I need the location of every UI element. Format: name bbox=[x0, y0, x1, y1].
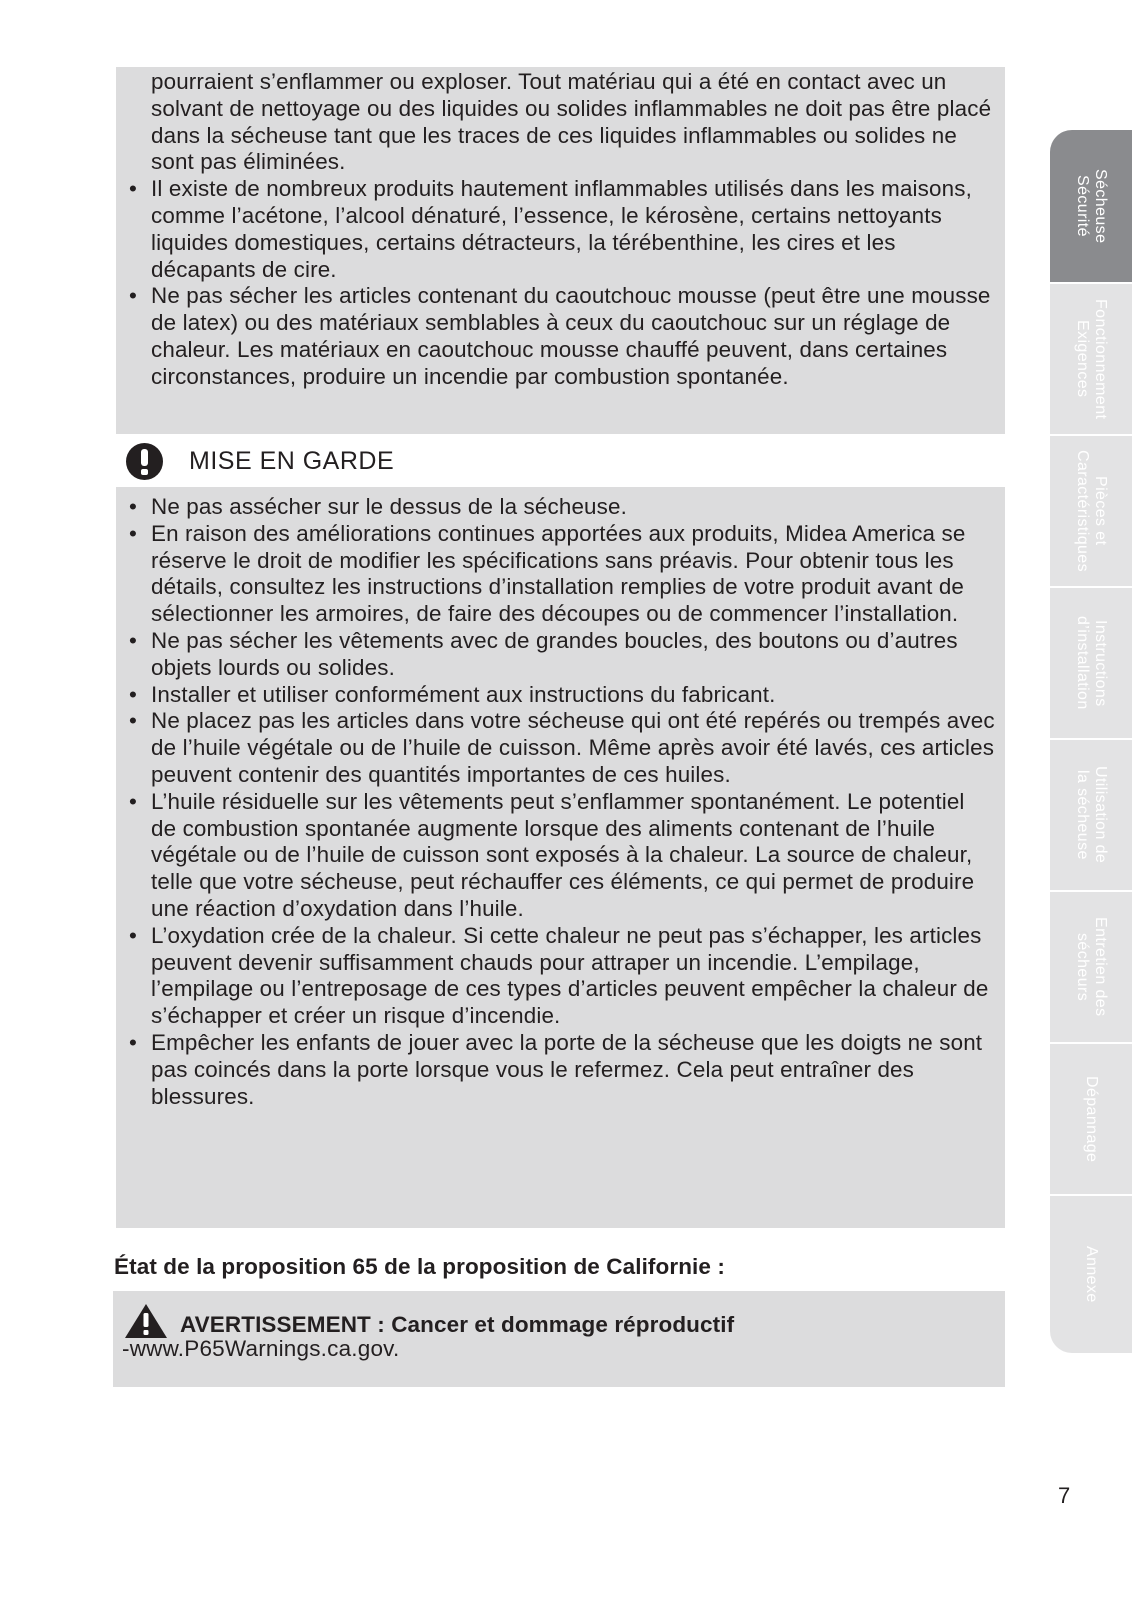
list-item-text: Il existe de nombreux produits hautement inflammables utilisés dans les maisons, comme l’acétone, l’alcool dénaturé, l’essence, le kérosène, certains nettoyants liquides domestiques, certains détracteurs, la térébenthine, les cires et les décapants de cire. bbox=[151, 176, 972, 282]
tab-label: Pièces et Caractéristiques bbox=[1074, 449, 1109, 572]
list-item bbox=[129, 1030, 995, 1110]
bullet: • bbox=[129, 627, 137, 653]
tab-sechuse-securite[interactable] bbox=[1050, 130, 1132, 282]
bullet: • bbox=[129, 788, 137, 814]
list-item-text: L’huile résiduelle sur les vêtements peut s’enflammer spontanément. Le potentiel de combustion spontanée augmente lorsque des aliments contenant de l’huile végétale ou de l’huile de cuisson sont exposés à la chaleur. La source de chaleur, telle que votre sécheuse, peut réchauffer ces éléments, ce qui permet de produire une réaction d’oxydation dans l’huile. bbox=[151, 788, 975, 921]
tab-entretien-secheurs[interactable] bbox=[1050, 890, 1132, 1042]
list-item-text: Ne pas sécher les articles contenant du caoutchouc mousse (peut être une mousse de latex) ou des matériaux semblables à ceux du caoutchouc sur un réglage de chaleur. Les matériaux en caoutchouc mousse chauffé peuvent, dans certaines circonstances, produire un incendie par combustion spontanée. bbox=[151, 283, 991, 389]
prop65-warning-text: AVERTISSEMENT : Cancer et dommage réproductif bbox=[180, 1312, 735, 1337]
warning-triangle-icon bbox=[124, 1303, 168, 1339]
tab-label: Instructions d’installation bbox=[1074, 616, 1109, 710]
tab-pieces-caracteristiques[interactable] bbox=[1050, 434, 1132, 586]
bullet: • bbox=[129, 708, 137, 734]
page-number: 7 bbox=[1058, 1483, 1071, 1508]
list-item bbox=[129, 176, 995, 283]
bullet: • bbox=[129, 494, 137, 519]
bullet: • bbox=[129, 1029, 137, 1055]
list-item bbox=[129, 521, 995, 628]
safety-bullet-list bbox=[129, 176, 995, 390]
list-item-text: Installer et utiliser conformément aux instructions du fabricant. bbox=[151, 681, 776, 707]
continuation-text: pourraient s’enflammer ou exploser. Tout matériau qui a été en contact avec un solvant de nettoyage ou des liquides ou solides inflammables ne doit pas être placé dans la sécheuse tant que les traces de ces liquides inflammables ou solides ne sont pas éliminées. bbox=[151, 69, 992, 175]
prop65-warning-line bbox=[124, 1303, 734, 1339]
bullet: • bbox=[129, 681, 137, 707]
tab-label: Annexe bbox=[1083, 1246, 1100, 1303]
caution-title: MISE EN GARDE bbox=[189, 446, 395, 475]
bullet: • bbox=[129, 520, 137, 546]
list-item bbox=[129, 708, 995, 788]
bullet: • bbox=[129, 922, 137, 948]
tab-label: Entretien des sécheurs bbox=[1074, 917, 1109, 1017]
list-item-text: Ne pas sécher les vêtements avec de grandes boucles, des boutons ou d’autres objets lourds ou solides. bbox=[151, 627, 958, 680]
prop65-heading: État de la proposition 65 de la proposition de Californie : bbox=[114, 1254, 725, 1279]
tab-label: Sécheuse Sécurité bbox=[1074, 168, 1109, 244]
list-item bbox=[129, 682, 995, 709]
list-item bbox=[129, 494, 995, 521]
tab-utilisation-secheuse[interactable] bbox=[1050, 738, 1132, 890]
caution-heading bbox=[126, 441, 394, 481]
exclamation-circle-icon bbox=[126, 443, 163, 480]
bullet: • bbox=[129, 283, 137, 309]
tab-instructions-installation[interactable] bbox=[1050, 586, 1132, 738]
list-item-text: Ne placez pas les articles dans votre sécheuse qui ont été repérés ou trempés avec de l’huile végétale ou de l’huile de cuisson. Même après avoir été lavés, ces articles peuvent contenir des quantités importantes de ces huiles. bbox=[151, 708, 995, 787]
list-item-text: En raison des améliorations continues apportées aux produits, Midea America se réserve le droit de modifier les spécifications sans préavis. Pour obtenir tous les détails, consultez les instructions d’installation remplies de votre produit avant de sélectionner les armoires, de faire des découpes ou de commencer l’installation. bbox=[151, 520, 966, 627]
list-item bbox=[129, 789, 995, 923]
prop65-url: -www.P65Warnings.ca.gov. bbox=[122, 1336, 400, 1361]
tab-depannage[interactable] bbox=[1050, 1042, 1132, 1194]
bullet: • bbox=[129, 176, 137, 202]
list-item-text: Ne pas assécher sur le dessus de la sécheuse. bbox=[151, 494, 627, 519]
caution-box bbox=[116, 487, 1005, 1228]
caution-bullet-list bbox=[129, 494, 995, 1110]
tab-label: Dépannage bbox=[1083, 1075, 1100, 1163]
list-item bbox=[129, 923, 995, 1030]
list-item bbox=[129, 628, 995, 682]
list-item-text: Empêcher les enfants de jouer avec la porte de la sécheuse que les doigts ne sont pas coincés dans la porte lorsque vous le refermez. Cela peut entraîner des blessures. bbox=[151, 1029, 983, 1109]
tab-label: Fonctionnement Exigences bbox=[1074, 298, 1109, 420]
list-item-text: L’oxydation crée de la chaleur. Si cette chaleur ne peut pas s’échapper, les articles peuvent devenir suffisamment chauds pour attraper un incendie. L’empilage, l’empilage ou l’entreposage de ces types d’articles peuvent empêcher la chaleur de s’échapper et créer un risque d’incendie. bbox=[151, 922, 989, 1029]
tab-annexe[interactable] bbox=[1050, 1194, 1132, 1353]
section-tabs bbox=[1050, 130, 1132, 1353]
list-item bbox=[129, 283, 995, 390]
tab-label: Utilisation de la sécheuse bbox=[1074, 766, 1109, 864]
safety-continuation-box bbox=[116, 67, 1005, 434]
tab-fonctionnement-exigences[interactable] bbox=[1050, 282, 1132, 434]
